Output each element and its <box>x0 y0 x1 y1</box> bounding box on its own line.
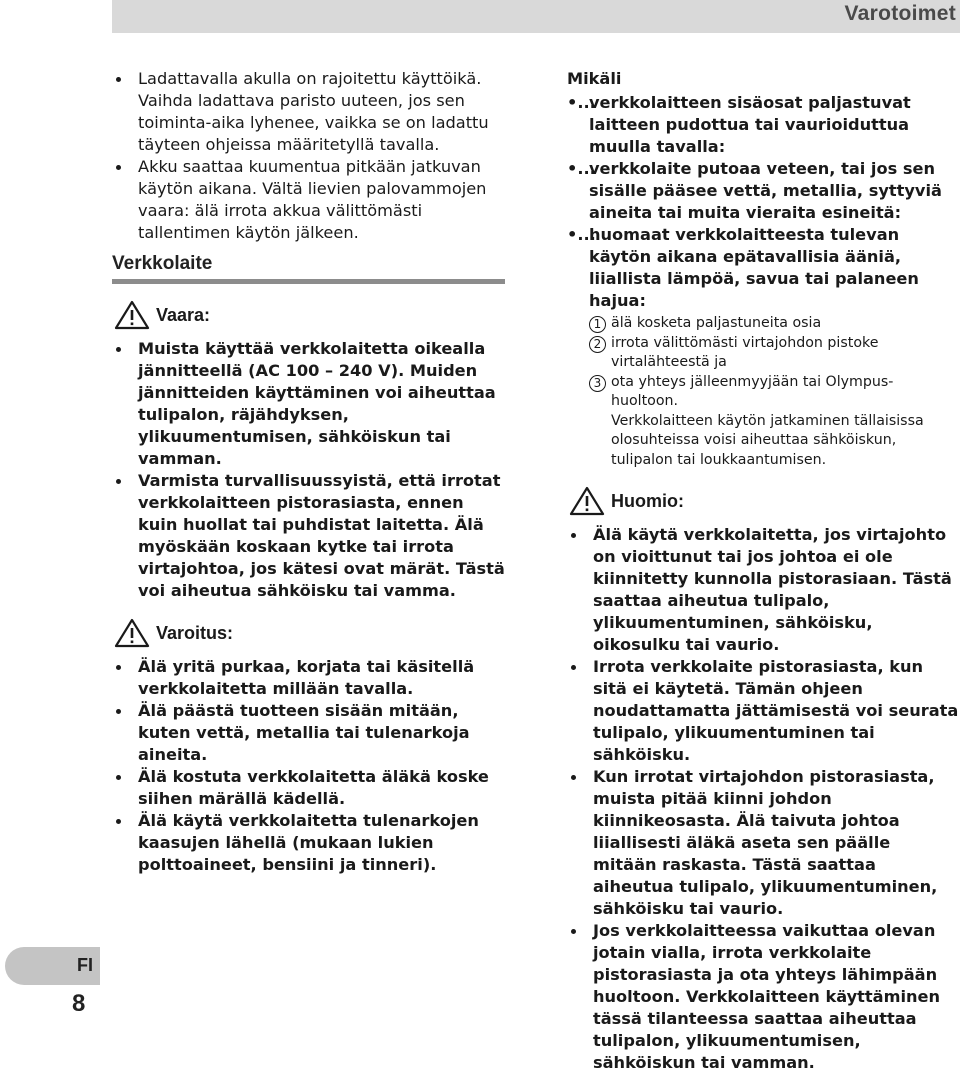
warning-label: Varoitus: <box>156 622 234 643</box>
step-item <box>589 373 959 412</box>
step-item <box>589 334 959 373</box>
list-item: Älä käytä verkkolaitetta tulenarkojen kaasujen lähellä (mukaan lukien polttoaineet, bensiini ja tinneri). <box>112 810 507 876</box>
right-column <box>567 68 959 1074</box>
page-number: 8 <box>72 990 86 1017</box>
page-header-title: Varotoimet <box>844 2 956 25</box>
list-item: Ladattavalla akulla on rajoitettu käyttöikä. Vaihda ladattava paristo uuteen, jos sen toiminta-aika lyhenee, vaikka se on ladattu täyteen ohjeissa määritetyllä tavalla. <box>112 68 507 156</box>
warning-list <box>112 656 507 876</box>
list-item: Älä kostuta verkkolaitetta äläkä koske siihen märällä kädellä. <box>112 766 507 810</box>
caution-heading <box>567 486 959 516</box>
step-number: 3 <box>589 375 606 392</box>
caution-label: Huomio: <box>611 490 684 511</box>
header-bar <box>112 0 960 33</box>
danger-heading <box>112 300 507 330</box>
danger-label: Vaara: <box>156 304 211 325</box>
section-title: Verkkolaite <box>112 253 213 274</box>
warning-heading <box>112 618 507 648</box>
list-item: Varmista turvallisuussyistä, että irrotat verkkolaitteen pistorasiasta, ennen kuin huollat tai puhdistat laitetta. Älä myöskään koskaan kytke tai irrota virtajohtoa, jos kätesi ovat märät. Tästä voi aiheutua sähköisku tai vamma. <box>112 470 507 602</box>
condition-text: verkkolaitteen sisäosat paljastuvat laitteen pudottua tai vaurioiduttua muulla tavalla: <box>589 93 911 156</box>
steps-continuation: Verkkolaitteen käytön jatkaminen tällaisissa olosuhteissa voisi aiheuttaa sähköiskun, tulipalon tai loukkaantumisen. <box>611 412 924 468</box>
warning-triangle-icon <box>114 618 150 648</box>
step-text: älä kosketa paljastuneita osia <box>611 315 822 331</box>
list-item: Akku saattaa kuumentua pitkään jatkuvan käytön aikana. Vältä lievien palovammojen vaara: älä irrota akkua välittömästi tallentimen käytön jälkeen. <box>112 156 507 244</box>
list-item: Älä käytä verkkolaitetta, jos virtajohto on vioittunut tai jos johtoa ei ole kiinnitetty kunnolla pistorasiaan. Tästä saattaa aiheutua tulipalo, ylikuumentuminen, sähköisku, oikosulku tai vaurio. <box>567 524 959 656</box>
list-item <box>567 158 959 224</box>
list-item <box>567 224 959 312</box>
list-item: Muista käyttää verkkolaitetta oikealla jännitteellä (AC 100 – 240 V). Muiden jännitteiden käyttäminen voi aiheuttaa tulipalon, räjähdyksen, ylikuumentumisen, sähköiskun tai vamman. <box>112 338 507 470</box>
warning-triangle-icon <box>569 486 605 516</box>
list-item: Älä päästä tuotteen sisään mitään, kuten vettä, metallia tai tulenarkoja aineita. <box>112 700 507 766</box>
warning-triangle-icon <box>114 300 150 330</box>
step-item <box>589 314 959 334</box>
list-item: Jos verkkolaitteessa vaikuttaa olevan jotain vialla, irrota verkkolaite pistorasiasta ja ota yhteys lähimpään huoltoon. Verkkolaitteen käyttäminen tässä tilanteessa saattaa aiheuttaa tulipalon, ylikuumentumisen, sähköiskun tai vamman. <box>567 920 959 1074</box>
conditions-list <box>567 92 959 312</box>
step-text: ota yhteys jälleenmyyjään tai Olympus-huoltoon. <box>611 373 894 409</box>
step-number: 1 <box>589 316 606 333</box>
condition-text: verkkolaite putoaa veteen, tai jos sen sisälle pääsee vettä, metallia, syttyviä aineita tai muita vieraita esineitä: <box>589 159 942 222</box>
battery-notes-list <box>112 68 507 244</box>
danger-list <box>112 338 507 602</box>
list-item <box>567 92 959 158</box>
caution-list <box>567 524 959 1074</box>
left-column <box>112 68 507 876</box>
step-text: irrota välittömästi virtajohdon pistoke virtalähteestä ja <box>611 334 879 370</box>
ellipsis-marker: •... <box>567 159 596 178</box>
list-item: Älä yritä purkaa, korjata tai käsitellä verkkolaitetta millään tavalla. <box>112 656 507 700</box>
section-divider <box>112 279 505 284</box>
language-tab <box>5 947 100 985</box>
conditions-intro: Mikäli <box>567 69 622 88</box>
step-number: 2 <box>589 336 606 353</box>
steps-list <box>589 314 959 470</box>
list-item: Kun irrotat virtajohdon pistorasiasta, muista pitää kiinni johdon kiinnikeosasta. Älä taivuta johtoa liiallisesti äläkä aseta sen päälle mitään raskasta. Tästä saattaa aiheutua tulipalo, ylikuumentuminen, sähköisku tai vaurio. <box>567 766 959 920</box>
list-item: Irrota verkkolaite pistorasiasta, kun sitä ei käytetä. Tämän ohjeen noudattamatta jättämisestä voi seurata tulipalo, ylikuumentuminen tai sähköisku. <box>567 656 959 766</box>
language-tab-label: FI <box>77 955 93 975</box>
ellipsis-marker: •... <box>567 225 596 244</box>
condition-text: huomaat verkkolaitteesta tulevan käytön aikana epätavallisia ääniä, liiallista lämpöä, savua tai palaneen hajua: <box>589 225 919 310</box>
ellipsis-marker: •... <box>567 93 596 112</box>
